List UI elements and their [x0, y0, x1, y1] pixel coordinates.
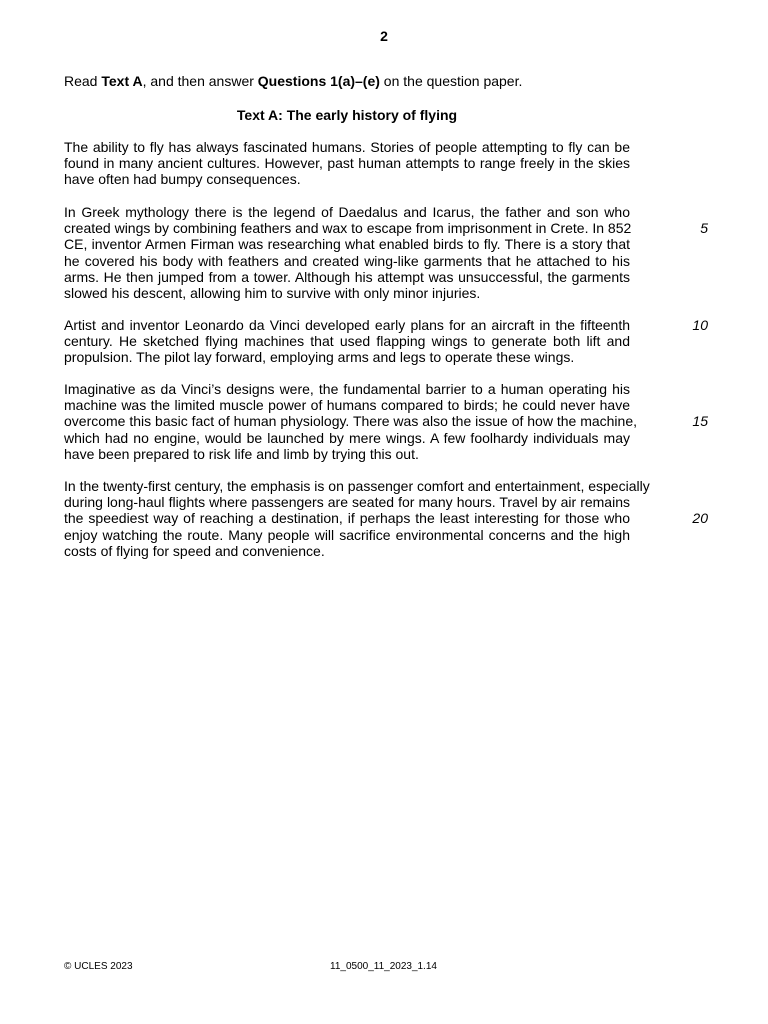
- instruction-middle: , and then answer: [142, 73, 258, 89]
- passage-title: Text A: The early history of flying: [236, 107, 458, 123]
- paragraph-line: arms. He then jumped from a tower. Although his attempt was unsuccessful, the garments: [64, 268, 630, 285]
- paragraph-line: have been prepared to risk life and limb by trying this out.: [64, 445, 419, 462]
- instruction-read: Read: [64, 73, 102, 89]
- reading-instruction: [64, 73, 522, 89]
- paragraph-line: The ability to fly has always fascinated humans. Stories of people attempting to fly can be: [64, 139, 630, 155]
- paragraph-line: created wings by combining feathers and wax to escape from imprisonment in Crete. In 852: [64, 220, 632, 237]
- line-number: 10: [692, 317, 708, 333]
- paragraph-line: In Greek mythology there is the legend of Daedalus and Icarus, the father and son who: [64, 204, 630, 220]
- paragraph-line: machine was the limited muscle power of humans compared to birds; he could never have: [64, 397, 630, 414]
- paragraph-line: In the twenty-first century, the emphasis is on passenger comfort and entertainment, especially: [64, 478, 650, 494]
- paragraph-line: century. He sketched flying machines that used flapping wings to generate both lift and: [64, 333, 630, 350]
- footer-copyright: © UCLES 2023: [64, 961, 133, 972]
- paragraph-line: the speediest way of reaching a destination, if perhaps the least interesting for those who: [64, 510, 630, 527]
- paragraph-line: Imaginative as da Vinci’s designs were, the fundamental barrier to a human operating his: [64, 381, 630, 397]
- line-number: 20: [692, 510, 708, 526]
- paragraph-3: [64, 317, 630, 366]
- paragraph-line: enjoy watching the route. Many people will sacrifice environmental concerns and the high: [64, 526, 630, 543]
- instruction-end: on the question paper.: [379, 73, 523, 89]
- paragraph-line: have often had bumpy consequences.: [64, 171, 301, 188]
- line-number: 15: [692, 413, 708, 429]
- paragraph-line: propulsion. The pilot lay forward, employing arms and legs to operate these wings.: [64, 349, 575, 366]
- instruction-questions-ref: Questions 1(a)–(e): [257, 73, 380, 89]
- paragraph-1: [64, 139, 630, 188]
- instruction-text-ref: Text A: [101, 73, 143, 89]
- paragraph-4: [64, 381, 638, 462]
- footer-document-code: 11_0500_11_2023_1.14: [330, 961, 437, 972]
- paragraph-line: overcome this basic fact of human physiology. There was also the issue of how the machine,: [64, 413, 638, 430]
- paragraph-line: which had no engine, would be launched by mere wings. A few foolhardy individuals may: [64, 429, 630, 446]
- paragraph-line: Artist and inventor Leonardo da Vinci developed early plans for an aircraft in the fifteenth: [64, 317, 630, 333]
- paragraph-line: found in many ancient cultures. However, past human attempts to range freely in the skies: [64, 155, 630, 172]
- paragraph-line: he covered his body with feathers and created wing-like garments that he attached to his: [64, 252, 630, 269]
- paragraph-line: CE, inventor Armen Firman was researching what enabled birds to fly. There is a story that: [64, 236, 630, 253]
- line-number: 5: [700, 220, 708, 236]
- paragraph-2: [64, 204, 630, 301]
- paragraph-line: costs of flying for speed and convenience.: [64, 542, 325, 559]
- paragraph-line: slowed his descent, allowing him to survive with only minor injuries.: [64, 284, 481, 301]
- page-number: 2: [380, 28, 388, 44]
- paragraph-line: during long-haul flights where passengers are seated for many hours. Travel by air remains: [64, 494, 630, 511]
- paragraph-5: [64, 478, 650, 559]
